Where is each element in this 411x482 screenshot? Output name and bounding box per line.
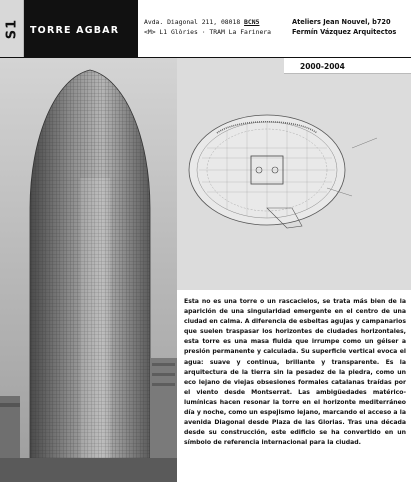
building-title: TORRE AGBAR xyxy=(24,0,137,57)
guide-code: S1 xyxy=(4,18,19,39)
guide-code-box xyxy=(0,0,24,57)
architect-line-2: Fermín Vázquez Arquitectos xyxy=(292,28,397,36)
tower-photo xyxy=(0,58,177,482)
address-block xyxy=(144,17,271,37)
tower-illustration xyxy=(0,58,177,482)
header-divider xyxy=(137,0,138,57)
description-text: Esta no es una torre o un rascacielos, se trata más bien de la aparición de una singularidad emergente en el centro de una ciudad en calma. A diferencia de esbeltas agujas y campanarios que suelen traspasar los horizontes de ciudades horizontales, esta torre es una masa fluida que irrumpe como un géiser a presión permanente y calculada. Su superficie vertical evoca el agua: suave y continua, brillante y transparente. Es la arquitectura de la tierra sin la pesadez de la piedra, como un eco lejano de viejas obsesiones formales catalanas traídas por el viento desde Montserrat. Las ambigüedades matérico-lumínicas hacen resonar la torre en el horizonte mediterráneo día y noche, como un espejismo lejano, marcando el acceso a la avenida Diagonal desde Plaza de las Glorias. Tras una década desde su construcción, este edificio se ha convertido en un símbolo de referencia internacional para la ciudad. xyxy=(184,298,406,447)
floor-plan-drawing xyxy=(177,58,411,290)
address-line-2: <M> L1 Glòries · TRAM La Farinera xyxy=(144,28,271,36)
architect-line-1: Ateliers Jean Nouvel, b720 xyxy=(292,18,391,26)
architect-block xyxy=(292,17,396,37)
metro-icon: <M> xyxy=(144,28,156,36)
city-tag: BCN5 xyxy=(244,18,260,26)
years-label: 2000-2004 xyxy=(284,58,411,74)
address-line-1: Avda. Diagonal 211, 08018 BCN5 xyxy=(144,18,260,26)
floor-plan xyxy=(177,58,411,290)
